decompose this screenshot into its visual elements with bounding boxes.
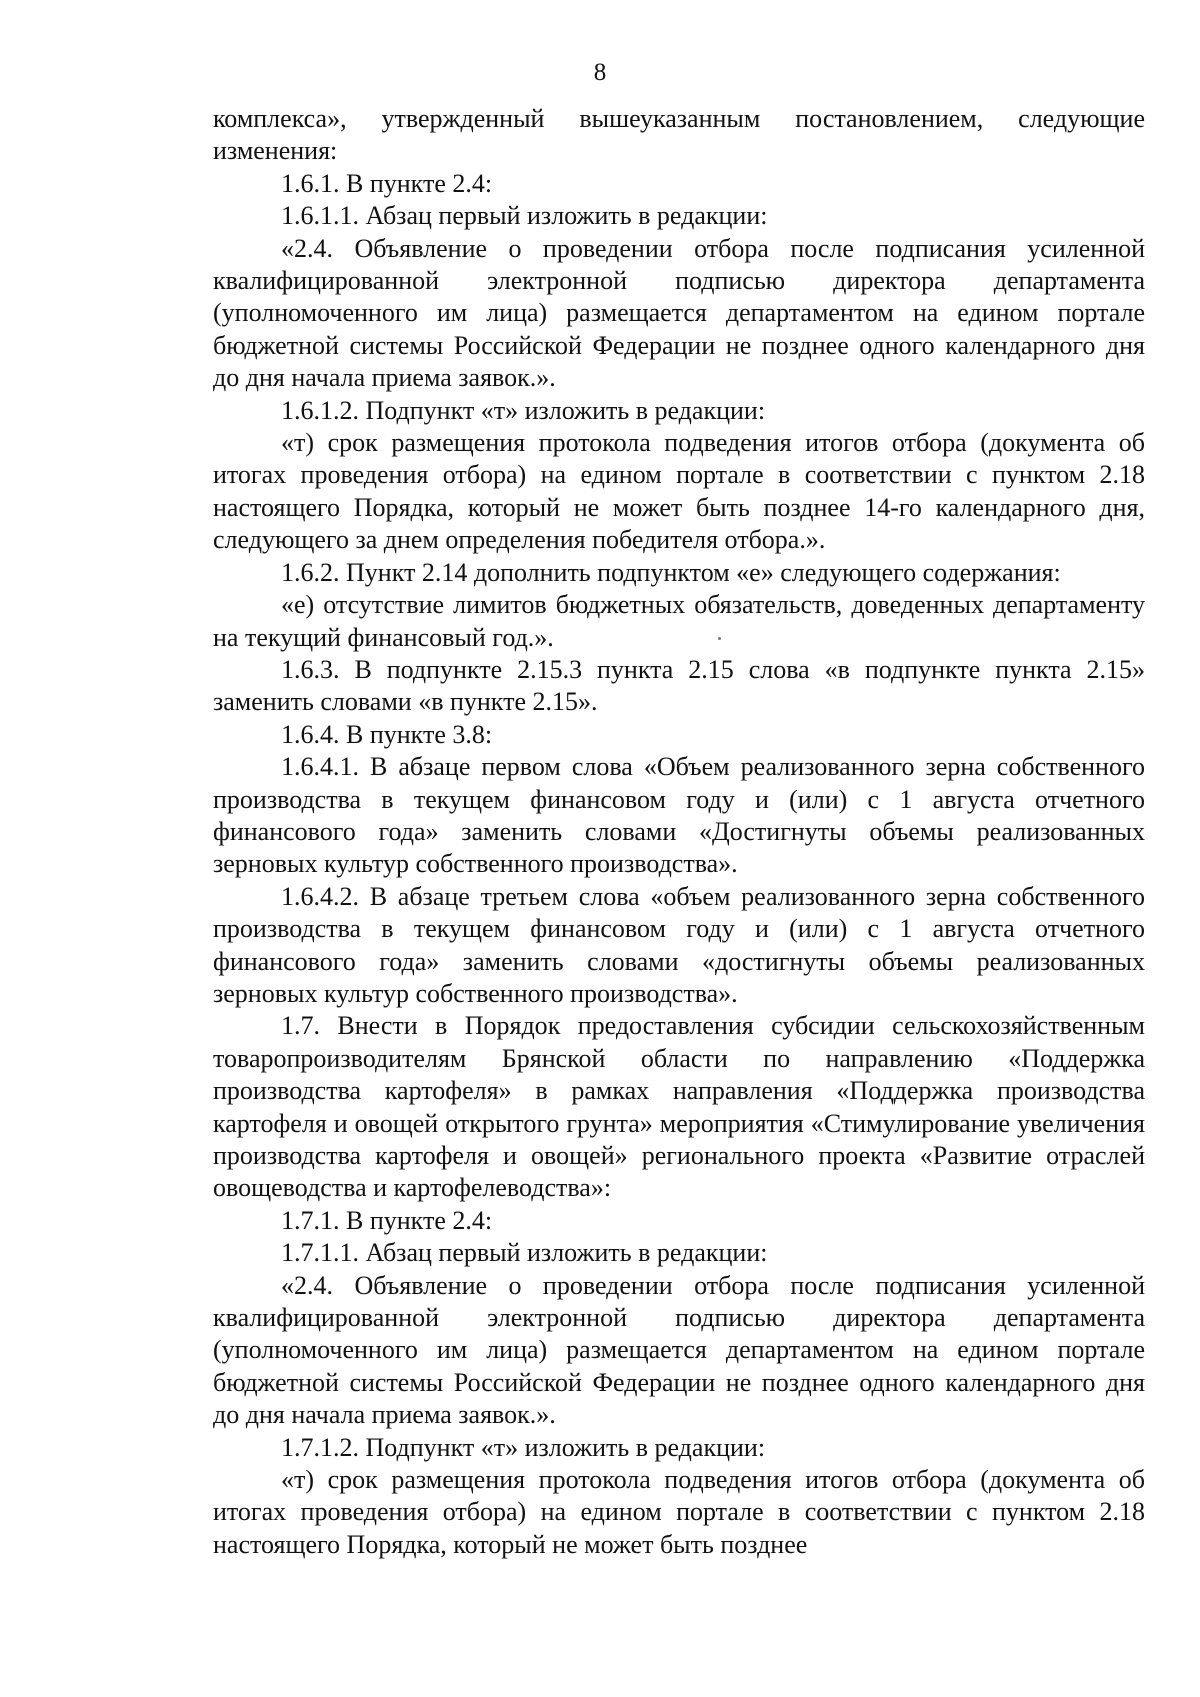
paragraph-1-6-1-2: 1.6.1.2. Подпункт «т» изложить в редакции: [281, 395, 766, 425]
document-body [213, 103, 1145, 1561]
paragraph-1-7-1: 1.7.1. В пункте 2.4: [281, 1205, 493, 1235]
paragraph-quote-t: «т) срок размещения протокола подведения итогов отбора (документа об итогах проведения отбора) на едином портале в соответствии с пунктом 2.18 настоящего Порядка, который не может быть позднее 14-го календарного дня, следующего за днем определения победителя отбора.». [213, 428, 1145, 555]
paragraph-quote-e: «е) отсутствие лимитов бюджетных обязательств, доведенных департаменту на текущий финансовый год.». [213, 590, 1145, 652]
paragraph-1-7: 1.7. Внести в Порядок предоставления субсидии сельскохозяйственным товаропроизводителям Брянской области по направлению «Поддержка производства картофеля» в рамках направления «Поддержка производства картофеля и овощей открытого грунта» мероприятия «Стимулирование увеличения производства картофеля и овощей» регионального проекта «Развитие отраслей овощеводства и картофелеводства»: [213, 1011, 1145, 1203]
page-number: 8 [593, 59, 607, 86]
paragraph-quote-2-4: «2.4. Объявление о проведении отбора после подписания усиленной квалифицированной электронной подписью директора департамента (уполномоченного им лица) размещается департаментом на едином портале бюджетной системы Российской Федерации не позднее одного календарного дня до дня начала приема заявок.». [213, 233, 1145, 393]
paragraph-1-6-1-1: 1.6.1.1. Абзац первый изложить в редакции: [281, 201, 768, 231]
paragraph-1-6-4-1: 1.6.4.1. В абзаце первом слова «Объем реализованного зерна собственного производства в текущем финансовом году и (или) с 1 августа отчетного финансового года» заменить словами «Достигнуты объемы реализованных зерновых культур собственного производства». [213, 752, 1145, 879]
paragraph-1-6-1: 1.6.1. В пункте 2.4: [281, 168, 493, 198]
paragraph-1-6-4-2: 1.6.4.2. В абзаце третьем слова «объем реализованного зерна собственного производства в текущем финансовом году и (или) с 1 августа отчетного финансового года» заменить словами «достигнуты объемы реализованных зерновых культур собственного производства». [213, 881, 1145, 1008]
paragraph-1-6-3: 1.6.3. В подпункте 2.15.3 пункта 2.15 слова «в подпункте пункта 2.15» заменить словами «в пункте 2.15». [213, 654, 1145, 717]
paragraph-1-7-1-1: 1.7.1.1. Абзац первый изложить в редакции: [281, 1238, 768, 1268]
paragraph-quote-t-second: «т) срок размещения протокола подведения итогов отбора (документа об итогах проведения отбора) на едином портале в соответствии с пунктом 2.18 настоящего Порядка, который не может быть позднее [213, 1465, 1145, 1559]
paragraph-1-6-4: 1.6.4. В пункте 3.8: [281, 719, 493, 749]
paragraph-1-6-2: 1.6.2. Пункт 2.14 дополнить подпунктом «е» следующего содержания: [281, 557, 1061, 587]
scan-dot [718, 637, 721, 640]
paragraph-quote-2-4-second: «2.4. Объявление о проведении отбора после подписания усиленной квалифицированной электронной подписью директора департамента (уполномоченного им лица) размещается департаментом на едином портале бюджетной системы Российской Федерации не позднее одного календарного дня до дня начала приема заявок.». [213, 1270, 1145, 1430]
paragraph-1-7-1-2: 1.7.1.2. Подпункт «т» изложить в редакции: [281, 1432, 766, 1462]
paragraph-continuation: комплекса», утвержденный вышеуказанным постановлением, следующие изменения: [213, 104, 1145, 166]
